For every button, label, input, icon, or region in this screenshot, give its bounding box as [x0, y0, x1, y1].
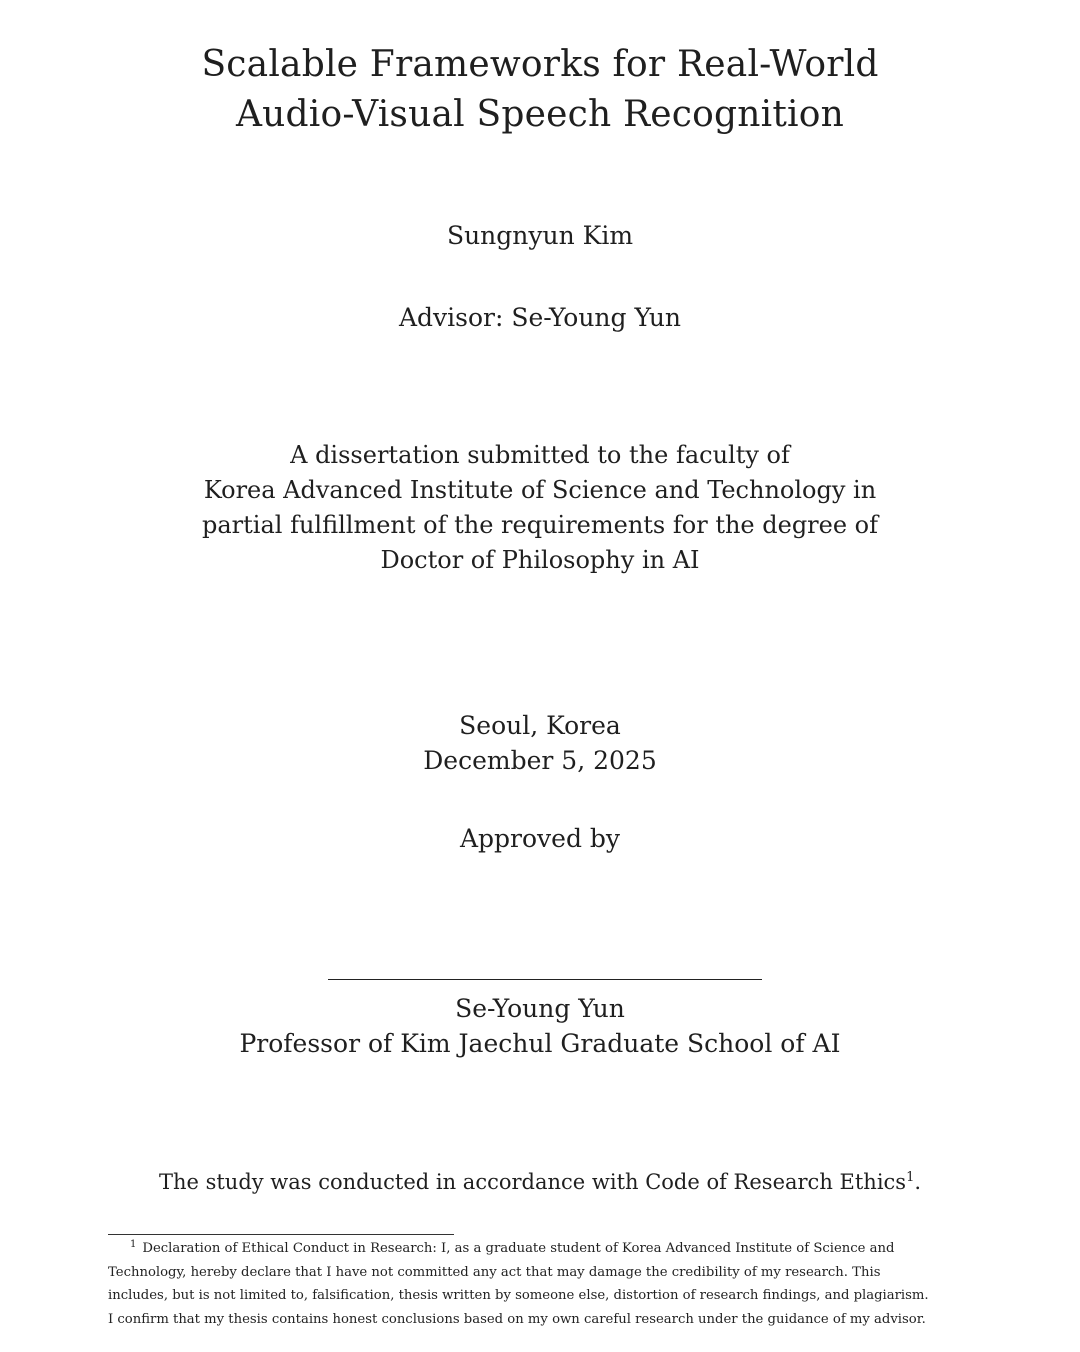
location: Seoul, Korea: [459, 711, 621, 740]
footnote-rule: [108, 1234, 454, 1235]
footnote-line-3: includes, but is not limited to, falsification, thesis written by someone else, distortion of research findings, and plagiarism.: [108, 1288, 929, 1303]
footnote-mark: 1: [130, 1238, 137, 1250]
submission-date: December 5, 2025: [423, 746, 657, 775]
footnote-reference: 1: [906, 1170, 915, 1185]
author-name: Sungnyun Kim: [446, 221, 634, 250]
signatory-position: Professor of Kim Jaechul Graduate School of AI: [239, 1029, 841, 1058]
signatory-block: [0, 991, 1080, 1061]
dissertation-statement: [0, 438, 1080, 578]
signatory-name: Se-Young Yun: [455, 994, 625, 1023]
footnote-line-4: I confirm that my thesis contains honest conclusions based on my own careful research under the guidance of my advisor.: [108, 1311, 926, 1327]
advisor-line: Advisor: Se-Young Yun: [398, 303, 682, 332]
title-line-2: Audio-Visual Speech Recognition: [235, 94, 845, 135]
title-line-1: Scalable Frameworks for Real-World: [201, 44, 879, 85]
dissertation-line-1: A dissertation submitted to the faculty of: [290, 441, 790, 469]
approved-by-label: Approved by: [459, 824, 621, 853]
dissertation-title: [0, 40, 1080, 140]
place-and-date: [0, 708, 1080, 778]
footnote-line-1: $^1$ Declaration of Ethical Conduct in Research: I, as a graduate student of Korea Advanced Institute of Science and: [130, 1238, 895, 1256]
dissertation-line-3: partial fulfillment of the requirements for the degree of: [201, 511, 879, 539]
dissertation-line-4: Doctor of Philosophy in AI: [380, 546, 700, 574]
signature-line: [328, 979, 762, 980]
dissertation-line-2: Korea Advanced Institute of Science and Technology in: [203, 476, 877, 504]
footnote: [108, 1237, 974, 1331]
ethics-statement-text: The study was conducted in accordance with Code of Research Ethics: [158, 1170, 907, 1194]
footnote-line-2: Technology, hereby declare that I have not committed any act that may damage the credibility of my research. This: [108, 1264, 881, 1280]
ethics-statement: The study was conducted in accordance with Code of Research Ethics$^1$.: [158, 1170, 922, 1194]
